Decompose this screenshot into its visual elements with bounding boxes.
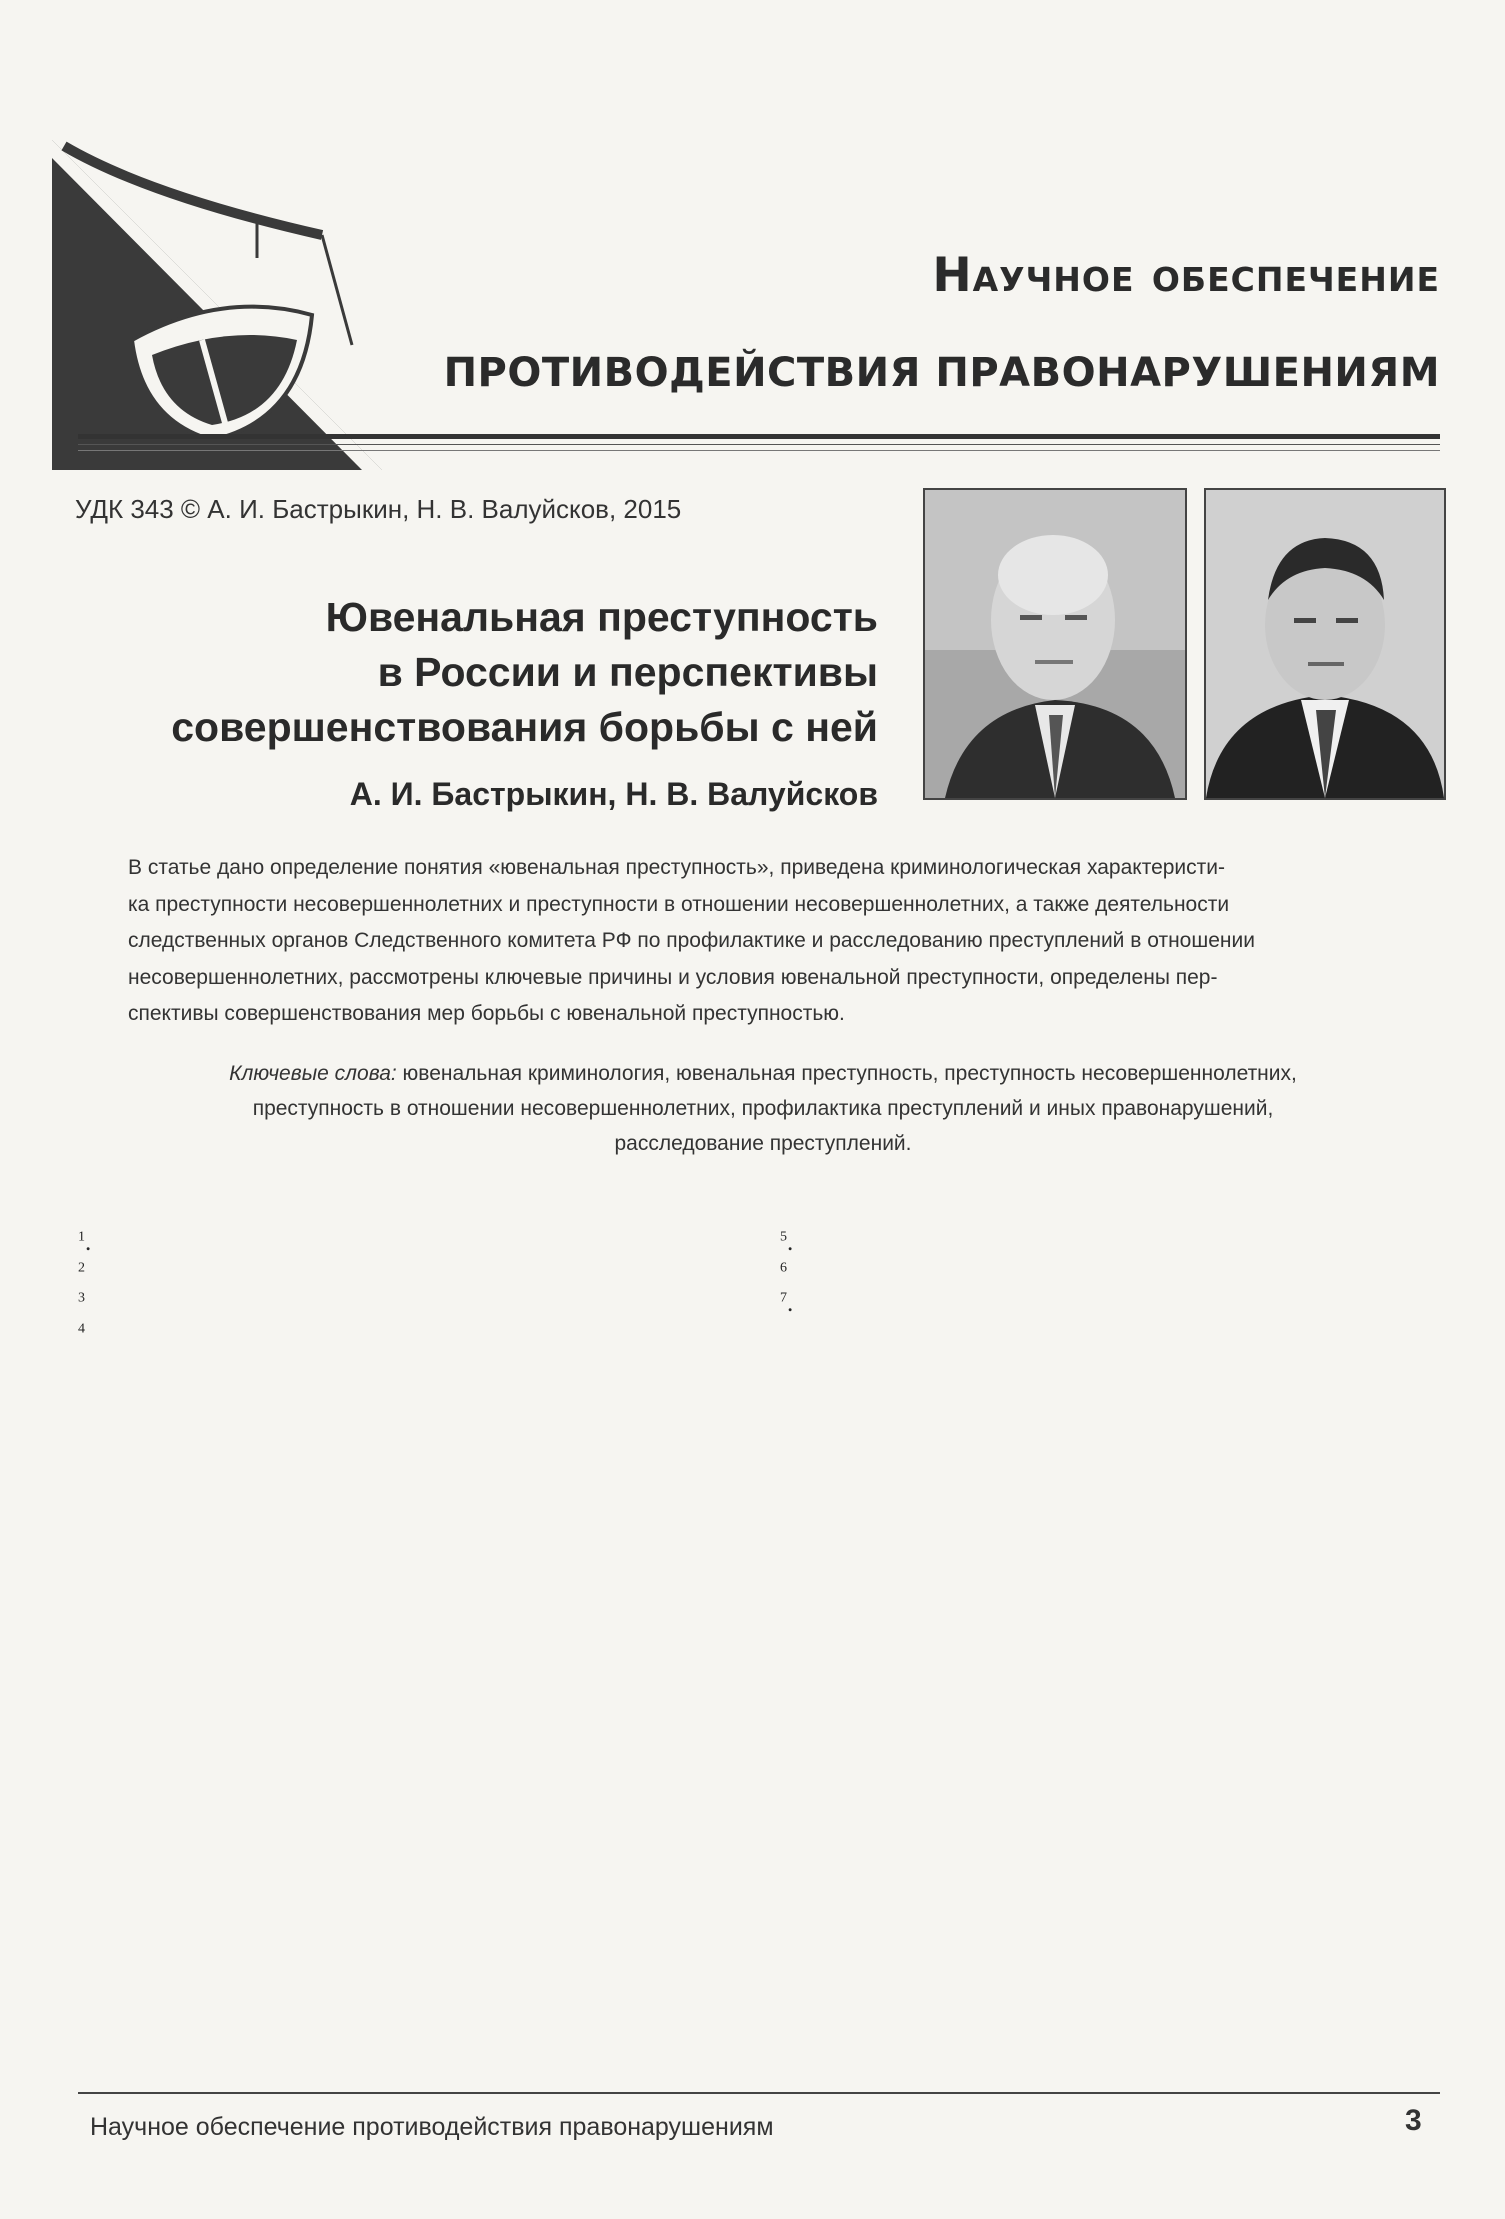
keywords-text: расследование преступлений. — [614, 1132, 912, 1155]
udk-copyright: УДК 343 © А. И. Бастрыкин, Н. В. Валуйсков, 2015 — [75, 494, 682, 524]
article-title-line: совершенствования борьбы с ней — [171, 704, 878, 750]
abstract-line: следственных органов Следственного комитета РФ по профилактике и расследованию преступлений в отношении — [128, 929, 1255, 952]
header-rule-thin — [78, 444, 1440, 445]
author-photo-1 — [923, 488, 1187, 800]
abstract-line: несовершеннолетних, рассмотрены ключевые причины и условия ювенальной преступности, определены пер- — [128, 965, 1218, 989]
body-line: 3 — [78, 1290, 85, 1306]
article-title — [60, 590, 878, 755]
journal-logo — [52, 140, 382, 470]
article-title-line: в России и перспективы — [377, 649, 878, 695]
page-number: 3 — [1405, 2104, 1422, 2137]
keywords-label: Ключевые слова: — [229, 1062, 397, 1085]
body-line: $^7$. — [780, 1290, 794, 1317]
body-line: $^1$. — [78, 1229, 92, 1256]
article-title-line: Ювенальная преступность — [325, 594, 878, 640]
body-line: 4 — [78, 1321, 85, 1337]
section-header-line1: Научное обеспечение — [932, 248, 1440, 303]
section-header-line2: ПРОТИВОДЕЙСТВИЯ ПРАВОНАРУШЕНИЯМ — [443, 350, 1440, 396]
keywords-text: ювенальная криминология, ювенальная преступность, преступность несовершеннолетних, — [396, 1062, 1297, 1085]
footer-journal-title: Научное обеспечение противодействия правонарушениям — [90, 2113, 774, 2141]
abstract-line: спективы совершенствования мер борьбы с ювенальной преступностью. — [128, 1002, 845, 1025]
body-column-left — [78, 1228, 740, 1350]
body-column-right — [780, 1228, 1442, 1320]
body-line: 2 — [78, 1260, 85, 1276]
body-line: $^5$. — [780, 1229, 794, 1256]
body-line: 6 — [780, 1260, 787, 1276]
header-rule-thin — [78, 450, 1440, 451]
footer-rule — [78, 2092, 1440, 2094]
keywords-text: преступность в отношении несовершеннолетних, профилактика преступлений и иных правонарушений, — [252, 1097, 1274, 1120]
header-rule — [78, 434, 1440, 439]
article-authors: А. И. Бастрыкин, Н. В. Валуйсков — [349, 776, 878, 812]
abstract-line: ка преступности несовершеннолетних и преступности в отношении несовершеннолетних, а также деятельности — [128, 892, 1230, 916]
abstract — [128, 850, 1398, 1033]
abstract-line: В статье дано определение понятия «ювенальная преступность», приведена криминологическая характеристи- — [128, 856, 1226, 879]
keywords — [128, 1056, 1398, 1161]
author-photo-2 — [1204, 488, 1446, 800]
